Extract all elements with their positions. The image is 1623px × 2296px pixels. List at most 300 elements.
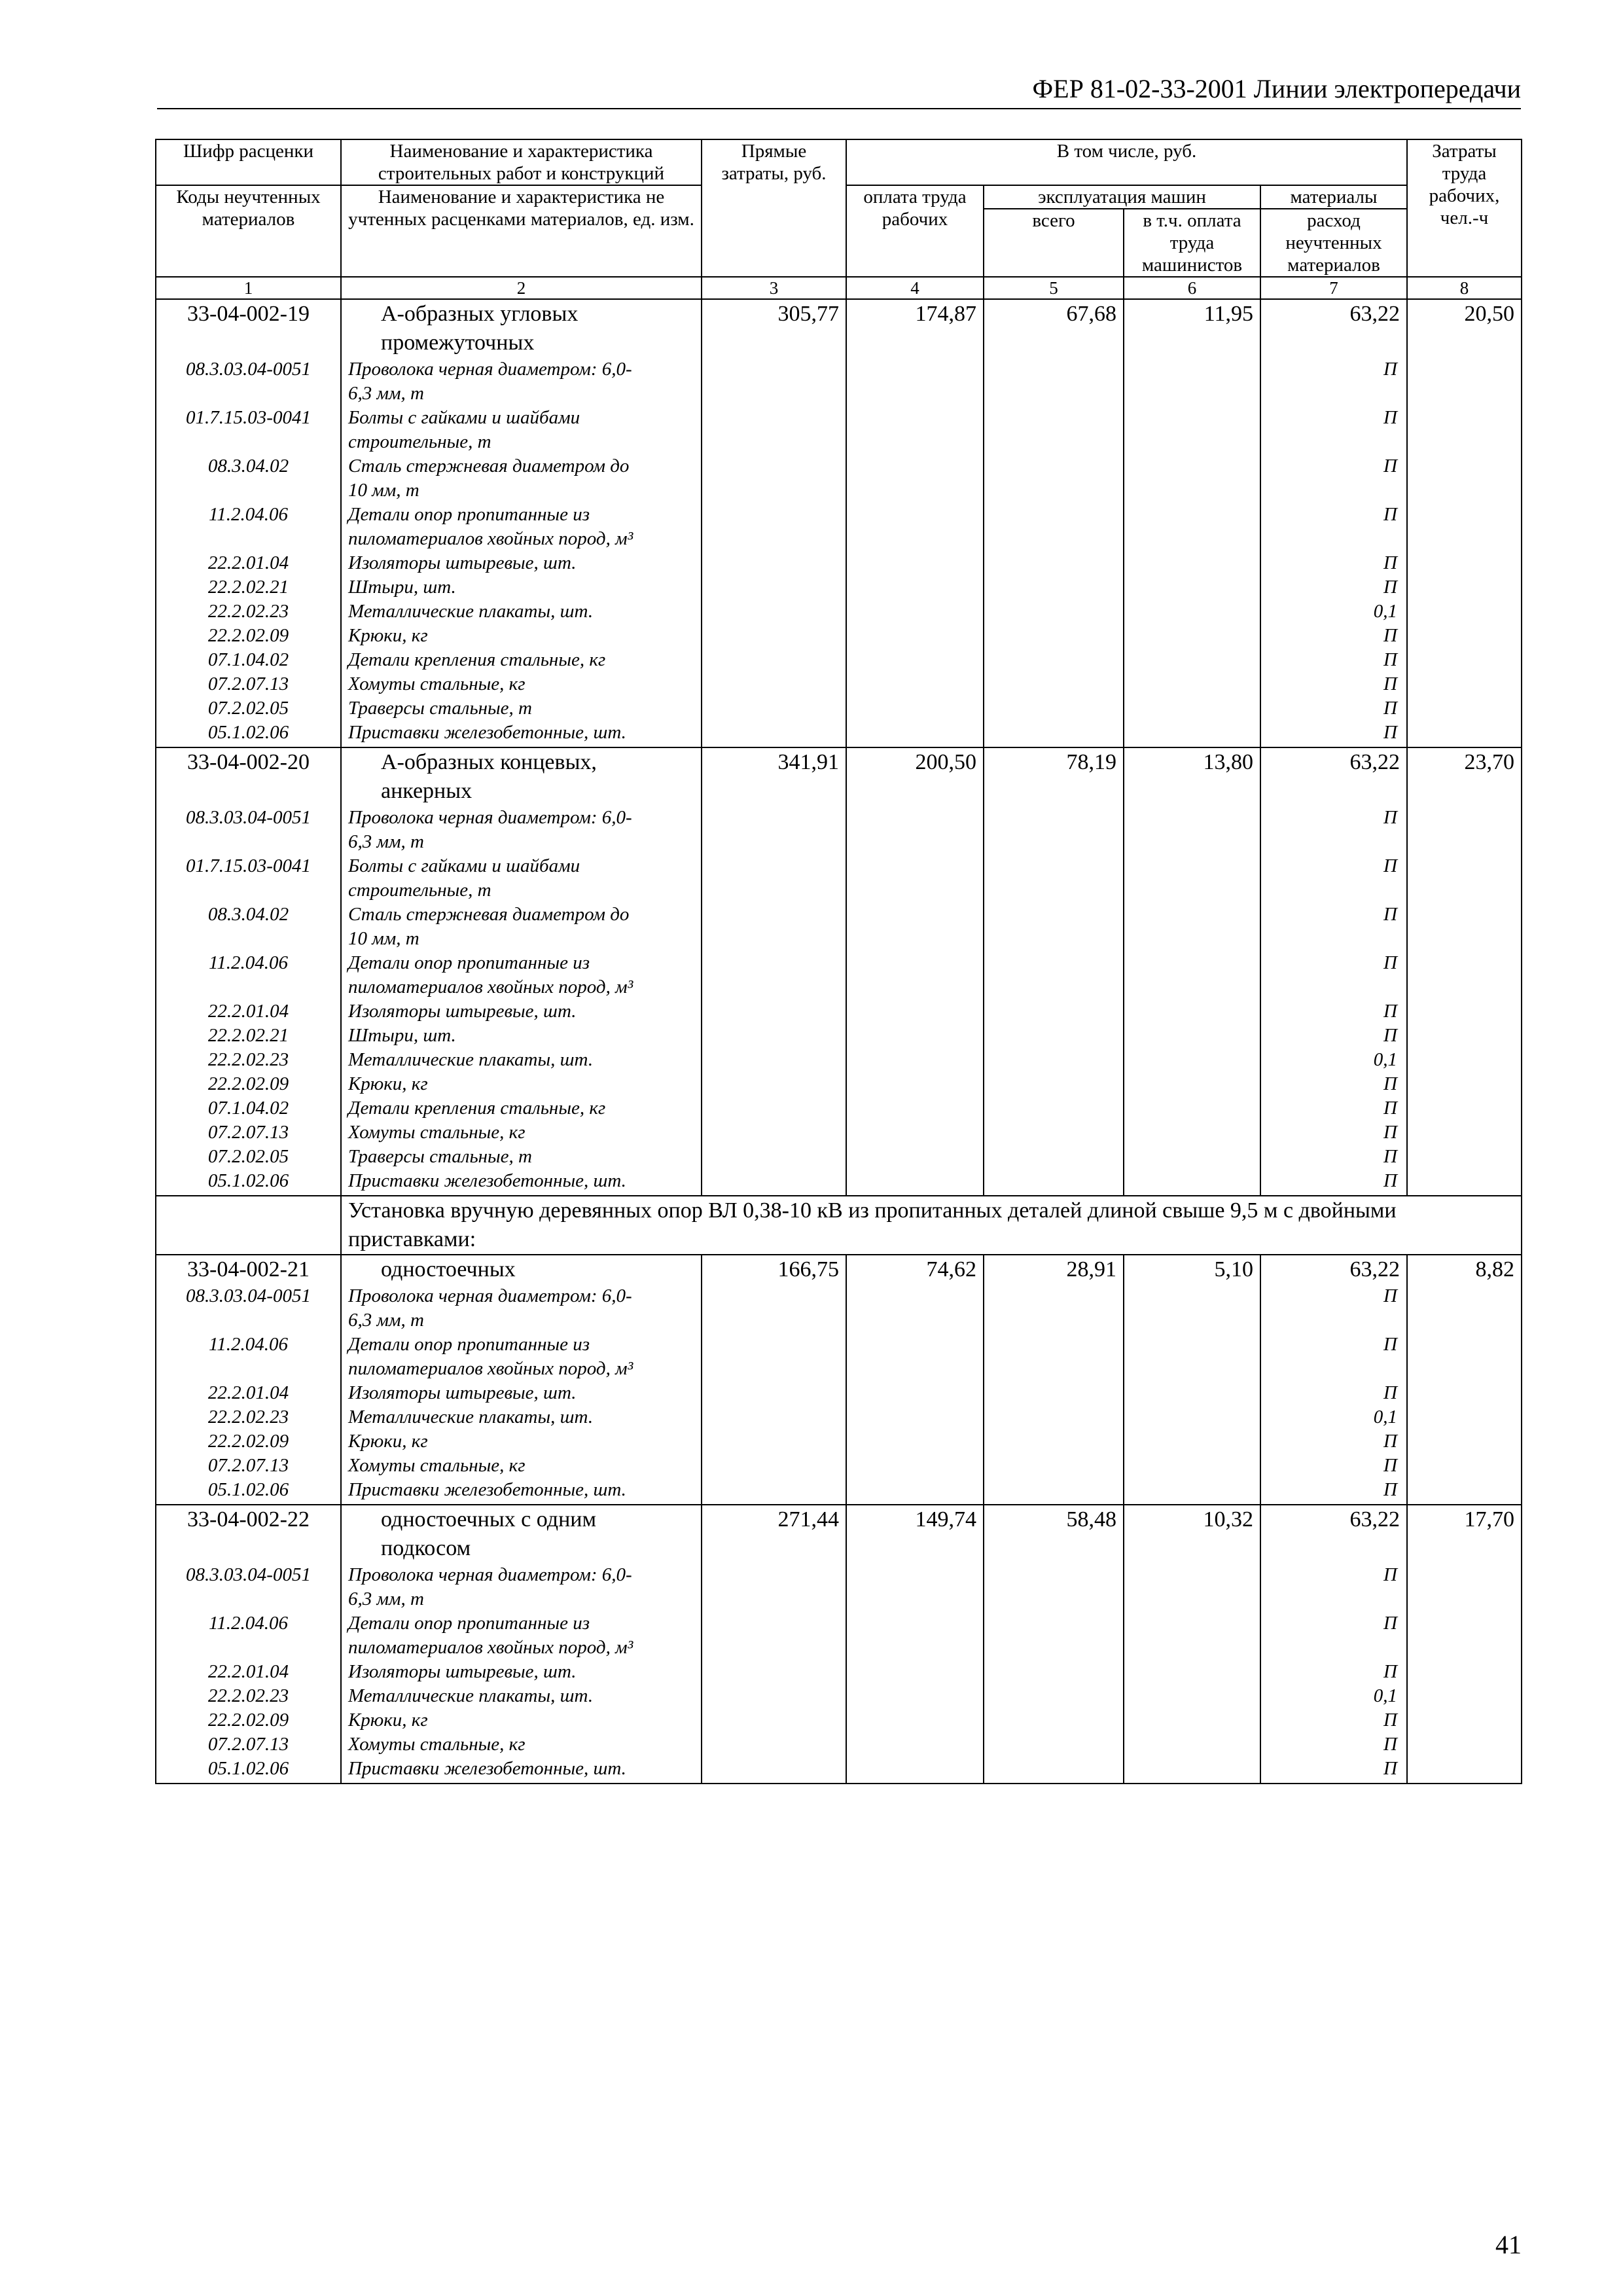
empty-cell: [846, 1284, 984, 1333]
empty-cell: [1407, 721, 1522, 747]
material-code: 07.1.04.02: [156, 648, 341, 672]
empty-cell: [1124, 503, 1260, 551]
material-code: 08.3.04.02: [156, 903, 341, 951]
material-name: [341, 1684, 702, 1708]
empty-cell: [846, 1611, 984, 1660]
empty-cell: [1407, 854, 1522, 903]
material-quantity: П: [1260, 903, 1407, 951]
material-quantity: П: [1260, 1454, 1407, 1478]
material-name-line: 6,3 мм, т: [348, 1310, 424, 1331]
material-name: [341, 1405, 702, 1429]
material-row: [156, 1660, 1522, 1684]
empty-cell: [1124, 1024, 1260, 1048]
rates-block: [156, 1255, 1522, 1784]
empty-cell: [1124, 1284, 1260, 1333]
empty-cell: [702, 1708, 846, 1732]
empty-cell: [702, 503, 846, 551]
material-row: [156, 806, 1522, 854]
material-quantity: П: [1260, 648, 1407, 672]
material-name-line: Изоляторы штыревые, шт.: [348, 1001, 577, 1022]
header-machines-labor: в т.ч. оплата труда машинистов: [1124, 209, 1260, 277]
machinists-pay-value: 5,10: [1124, 1255, 1260, 1284]
material-code: 11.2.04.06: [156, 503, 341, 551]
empty-cell: [702, 721, 846, 747]
empty-cell: [1407, 551, 1522, 575]
empty-cell: [702, 999, 846, 1024]
material-name-line: 10 мм, т: [348, 480, 419, 501]
empty-cell: [984, 575, 1124, 600]
empty-cell: [846, 1454, 984, 1478]
material-row: [156, 721, 1522, 747]
empty-cell: [846, 1405, 984, 1429]
empty-cell: [1407, 1381, 1522, 1405]
empty-cell: [984, 903, 1124, 951]
material-name-line: Детали опор пропитанные из: [348, 952, 590, 973]
material-name: [341, 1145, 702, 1169]
material-name-line: Штыри, шт.: [348, 1025, 456, 1046]
empty-cell: [846, 1478, 984, 1505]
machines-value: 67,68: [984, 299, 1124, 357]
empty-cell: [984, 1478, 1124, 1505]
empty-cell: [1407, 1660, 1522, 1684]
header-direct-costs: Прямые затраты, руб.: [702, 139, 846, 277]
direct-costs-value: 271,44: [702, 1505, 846, 1563]
material-name-line: пиломатериалов хвойных пород, м³: [348, 977, 633, 997]
empty-cell: [1124, 1405, 1260, 1429]
material-quantity: П: [1260, 1429, 1407, 1454]
material-quantity: П: [1260, 1611, 1407, 1660]
material-row: [156, 999, 1522, 1024]
empty-cell: [984, 648, 1124, 672]
empty-cell: [1407, 1429, 1522, 1454]
empty-cell: [1124, 1145, 1260, 1169]
material-name-line: пиломатериалов хвойных пород, м³: [348, 1637, 633, 1658]
material-quantity: П: [1260, 1169, 1407, 1196]
empty-cell: [846, 1381, 984, 1405]
material-code: 22.2.02.23: [156, 1405, 341, 1429]
empty-cell: [702, 1284, 846, 1333]
empty-cell: [1407, 1757, 1522, 1784]
empty-cell: [1407, 1169, 1522, 1196]
empty-cell: [1407, 1684, 1522, 1708]
empty-cell: [702, 1684, 846, 1708]
empty-cell: [984, 1145, 1124, 1169]
machines-value: 58,48: [984, 1505, 1124, 1563]
header-unaccounted-codes: Коды неучтенных материалов: [156, 185, 341, 277]
rate-row: [156, 1255, 1522, 1284]
empty-cell: [1124, 1757, 1260, 1784]
empty-cell: [984, 1024, 1124, 1048]
empty-cell: [1407, 503, 1522, 551]
empty-cell: [1407, 696, 1522, 721]
material-name-line: Проволока черная диаметром: 6,0-: [348, 1285, 632, 1306]
material-quantity: П: [1260, 951, 1407, 999]
column-number: 5: [984, 277, 1124, 299]
material-quantity: П: [1260, 1563, 1407, 1611]
empty-cell: [1407, 624, 1522, 648]
material-quantity: П: [1260, 1660, 1407, 1684]
empty-cell: [984, 999, 1124, 1024]
page-number: 41: [1495, 2230, 1522, 2259]
empty-cell: [984, 1757, 1124, 1784]
material-name-line: Штыри, шт.: [348, 577, 456, 598]
empty-cell: [702, 357, 846, 406]
material-row: [156, 1096, 1522, 1121]
empty-cell: [846, 806, 984, 854]
empty-cell: [1124, 951, 1260, 999]
material-code: 22.2.01.04: [156, 999, 341, 1024]
material-row: [156, 1732, 1522, 1757]
empty-cell: [984, 503, 1124, 551]
material-quantity: П: [1260, 575, 1407, 600]
material-name-line: Траверсы стальные, т: [348, 698, 532, 719]
material-row: [156, 1478, 1522, 1505]
rate-name: [341, 299, 702, 357]
empty-cell: [1124, 1660, 1260, 1684]
header-labor-pay: оплата труда рабочих: [846, 185, 984, 277]
empty-cell: [1407, 1478, 1522, 1505]
material-name: [341, 454, 702, 503]
material-row: [156, 1145, 1522, 1169]
material-name-line: Крюки, кг: [348, 1431, 428, 1452]
empty-cell: [984, 1072, 1124, 1096]
empty-cell: [984, 1429, 1124, 1454]
header-labor-costs: Затраты труда рабочих, чел.-ч: [1407, 139, 1522, 277]
empty-cell: [702, 624, 846, 648]
empty-cell: [1124, 1121, 1260, 1145]
document-title: ФЕР 81-02-33-2001 Линии электропередачи: [1032, 74, 1521, 103]
material-quantity: П: [1260, 1284, 1407, 1333]
empty-cell: [702, 1757, 846, 1784]
empty-cell: [1124, 1096, 1260, 1121]
empty-cell: [1124, 854, 1260, 903]
column-number: 7: [1260, 277, 1407, 299]
material-name-line: Хомуты стальные, кг: [348, 673, 526, 694]
material-name-line: Проволока черная диаметром: 6,0-: [348, 359, 632, 380]
empty-cell: [846, 721, 984, 747]
empty-cell: [702, 600, 846, 624]
empty-cell: [984, 1284, 1124, 1333]
material-row: [156, 1121, 1522, 1145]
material-quantity: П: [1260, 1478, 1407, 1505]
material-code: 22.2.02.21: [156, 1024, 341, 1048]
empty-cell: [702, 454, 846, 503]
section-title: Установка вручную деревянных опор ВЛ 0,38-10 кВ из пропитанных деталей длиной свыше 9,5 м с двойными приставками:: [341, 1196, 1522, 1255]
header-including: В том числе, руб.: [846, 139, 1407, 185]
empty-cell: [702, 1660, 846, 1684]
material-code: 22.2.01.04: [156, 551, 341, 575]
empty-cell: [702, 575, 846, 600]
empty-cell: [846, 1121, 984, 1145]
empty-cell: [846, 1048, 984, 1072]
material-name-line: Детали крепления стальные, кг: [348, 1098, 606, 1119]
material-row: [156, 1757, 1522, 1784]
material-code: 22.2.02.23: [156, 600, 341, 624]
material-name-line: Металлические плакаты, шт.: [348, 1685, 594, 1706]
material-quantity: 0,1: [1260, 600, 1407, 624]
empty-cell: [702, 1169, 846, 1196]
empty-cell: [702, 406, 846, 454]
material-code: 07.2.07.13: [156, 1454, 341, 1478]
material-name: [341, 1072, 702, 1096]
empty-cell: [1124, 696, 1260, 721]
material-name-line: Крюки, кг: [348, 1073, 428, 1094]
empty-cell: [984, 406, 1124, 454]
material-quantity: П: [1260, 624, 1407, 648]
rate-row: [156, 299, 1522, 357]
material-quantity: П: [1260, 551, 1407, 575]
empty-cell: [1407, 600, 1522, 624]
material-name: [341, 999, 702, 1024]
empty-cell: [984, 1048, 1124, 1072]
material-quantity: П: [1260, 1708, 1407, 1732]
empty-cell: [846, 503, 984, 551]
empty-cell: [984, 951, 1124, 999]
material-name: [341, 624, 702, 648]
empty-cell: [1407, 1145, 1522, 1169]
material-row: [156, 1454, 1522, 1478]
material-name-line: Детали опор пропитанные из: [348, 1334, 590, 1355]
empty-cell: [702, 1611, 846, 1660]
materials-value: 63,22: [1260, 1505, 1407, 1563]
header-materials: материалы: [1260, 185, 1407, 209]
empty-cell: [984, 600, 1124, 624]
empty-cell: [702, 1381, 846, 1405]
empty-cell: [1407, 454, 1522, 503]
material-name-line: Металлические плакаты, шт.: [348, 601, 594, 622]
material-code: 05.1.02.06: [156, 1169, 341, 1196]
material-name-line: Приставки железобетонные, шт.: [348, 1479, 626, 1500]
empty-cell: [846, 999, 984, 1024]
material-name-line: Детали крепления стальные, кг: [348, 649, 606, 670]
material-name-line: Приставки железобетонные, шт.: [348, 1758, 626, 1779]
labor-pay-value: 200,50: [846, 747, 984, 806]
material-row: [156, 1611, 1522, 1660]
material-code: 08.3.03.04-0051: [156, 806, 341, 854]
rate-code: 33-04-002-22: [156, 1505, 341, 1563]
material-name-line: строительные, т: [348, 431, 491, 452]
empty-cell: [1124, 903, 1260, 951]
column-number: 8: [1407, 277, 1522, 299]
rate-code: 33-04-002-19: [156, 299, 341, 357]
material-row: [156, 1708, 1522, 1732]
empty-cell: [1407, 951, 1522, 999]
empty-cell: [1124, 806, 1260, 854]
material-name: [341, 721, 702, 747]
empty-cell: [846, 648, 984, 672]
empty-cell: [984, 1611, 1124, 1660]
material-name: [341, 854, 702, 903]
material-name: [341, 1454, 702, 1478]
empty-cell: [984, 672, 1124, 696]
machinists-pay-value: 10,32: [1124, 1505, 1260, 1563]
material-row: [156, 696, 1522, 721]
empty-cell: [1407, 575, 1522, 600]
empty-cell: [846, 1024, 984, 1048]
material-name-line: Болты с гайками и шайбами: [348, 855, 580, 876]
material-quantity: 0,1: [1260, 1048, 1407, 1072]
header-materials-consumption: расход неучтенных материалов: [1260, 209, 1407, 277]
material-name-line: Металлические плакаты, шт.: [348, 1049, 594, 1070]
material-name: [341, 600, 702, 624]
empty-cell: [984, 1454, 1124, 1478]
header-rate-code: Шифр расценки: [156, 139, 341, 185]
material-code: 22.2.02.09: [156, 1708, 341, 1732]
empty-cell: [702, 1121, 846, 1145]
rate-code: 33-04-002-20: [156, 747, 341, 806]
materials-value: 63,22: [1260, 1255, 1407, 1284]
material-name-line: пиломатериалов хвойных пород, м³: [348, 528, 633, 549]
material-row: [156, 1072, 1522, 1096]
material-code: 01.7.15.03-0041: [156, 854, 341, 903]
material-row: [156, 1429, 1522, 1454]
material-row: [156, 854, 1522, 903]
machinists-pay-value: 11,95: [1124, 299, 1260, 357]
empty-cell: [1124, 1732, 1260, 1757]
material-name: [341, 406, 702, 454]
material-name: [341, 903, 702, 951]
empty-cell: [1407, 903, 1522, 951]
empty-cell: [1124, 721, 1260, 747]
empty-cell: [702, 551, 846, 575]
material-code: 08.3.04.02: [156, 454, 341, 503]
material-name: [341, 551, 702, 575]
empty-cell: [702, 1429, 846, 1454]
empty-cell: [702, 648, 846, 672]
empty-cell: [984, 1169, 1124, 1196]
empty-cell: [1124, 1478, 1260, 1505]
labor-pay-value: 74,62: [846, 1255, 984, 1284]
material-quantity: 0,1: [1260, 1405, 1407, 1429]
material-name: [341, 1660, 702, 1684]
material-code: 22.2.02.23: [156, 1048, 341, 1072]
material-name-line: Хомуты стальные, кг: [348, 1122, 526, 1143]
material-name-line: Крюки, кг: [348, 1710, 428, 1731]
material-quantity: П: [1260, 1072, 1407, 1096]
direct-costs-value: 341,91: [702, 747, 846, 806]
empty-cell: [984, 1563, 1124, 1611]
empty-cell: [846, 672, 984, 696]
material-name: [341, 1732, 702, 1757]
header-unaccounted-names: Наименование и характеристика не учтенных расценками материалов, ед. изм.: [341, 185, 702, 277]
empty-cell: [1124, 1454, 1260, 1478]
empty-cell: [984, 1684, 1124, 1708]
material-name-line: Детали опор пропитанные из: [348, 1613, 590, 1634]
empty-cell: [1124, 1708, 1260, 1732]
empty-cell: [846, 1563, 984, 1611]
empty-cell: [1407, 1096, 1522, 1121]
empty-cell: [702, 1454, 846, 1478]
empty-cell: [702, 1333, 846, 1381]
empty-cell: [846, 1145, 984, 1169]
empty-cell: [846, 1429, 984, 1454]
column-number: 2: [341, 277, 702, 299]
material-name-line: Крюки, кг: [348, 625, 428, 646]
material-quantity: П: [1260, 806, 1407, 854]
material-name-line: 6,3 мм, т: [348, 383, 424, 404]
material-name: [341, 806, 702, 854]
rate-name-line: подкосом: [381, 1536, 471, 1560]
material-name: [341, 1563, 702, 1611]
empty-cell: [1407, 1454, 1522, 1478]
material-name-line: Траверсы стальные, т: [348, 1146, 532, 1167]
empty-cell: [702, 1405, 846, 1429]
material-name: [341, 1096, 702, 1121]
material-row: [156, 357, 1522, 406]
rate-code: 33-04-002-21: [156, 1255, 341, 1284]
material-name-line: строительные, т: [348, 880, 491, 901]
material-quantity: П: [1260, 1333, 1407, 1381]
empty-cell: [846, 454, 984, 503]
material-name: [341, 951, 702, 999]
empty-cell: [702, 1478, 846, 1505]
empty-cell: [702, 1732, 846, 1757]
empty-cell: [1407, 1563, 1522, 1611]
material-quantity: 0,1: [1260, 1684, 1407, 1708]
material-quantity: П: [1260, 999, 1407, 1024]
material-quantity: П: [1260, 1096, 1407, 1121]
empty-cell: [846, 357, 984, 406]
material-row: [156, 1563, 1522, 1611]
empty-cell: [702, 1096, 846, 1121]
material-name-line: Хомуты стальные, кг: [348, 1455, 526, 1476]
empty-cell: [702, 806, 846, 854]
empty-cell: [702, 1048, 846, 1072]
empty-cell: [702, 854, 846, 903]
empty-cell: [984, 624, 1124, 648]
empty-cell: [1124, 1429, 1260, 1454]
material-name-line: Проволока черная диаметром: 6,0-: [348, 807, 632, 828]
material-name: [341, 1757, 702, 1784]
material-name-line: Металлические плакаты, шт.: [348, 1407, 594, 1427]
empty-cell: [1124, 1381, 1260, 1405]
material-code: 07.1.04.02: [156, 1096, 341, 1121]
material-name: [341, 1611, 702, 1660]
empty-cell: [846, 1169, 984, 1196]
column-number: 4: [846, 277, 984, 299]
empty-cell: [1124, 575, 1260, 600]
material-code: 22.2.01.04: [156, 1660, 341, 1684]
material-name: [341, 1024, 702, 1048]
empty-cell: [846, 1684, 984, 1708]
material-name-line: Приставки железобетонные, шт.: [348, 722, 626, 743]
empty-cell: [984, 806, 1124, 854]
empty-cell: [702, 696, 846, 721]
empty-cell: [984, 551, 1124, 575]
empty-cell: [846, 1072, 984, 1096]
material-name: [341, 1333, 702, 1381]
material-name-line: Сталь стержневая диаметром до: [348, 904, 630, 925]
material-name-line: Приставки железобетонные, шт.: [348, 1170, 626, 1191]
material-code: 07.2.07.13: [156, 1732, 341, 1757]
material-quantity: П: [1260, 721, 1407, 747]
material-quantity: П: [1260, 1024, 1407, 1048]
material-row: [156, 903, 1522, 951]
rate-name-line: одностоечных: [381, 1257, 516, 1282]
empty-cell: [1124, 672, 1260, 696]
labor-hours-value: 8,82: [1407, 1255, 1522, 1284]
empty-cell: [984, 1708, 1124, 1732]
empty-cell: [1124, 454, 1260, 503]
header-machines: эксплуатация машин: [984, 185, 1260, 209]
material-name-line: 6,3 мм, т: [348, 1588, 424, 1609]
direct-costs-value: 166,75: [702, 1255, 846, 1284]
material-name: [341, 1478, 702, 1505]
material-quantity: П: [1260, 357, 1407, 406]
material-row: [156, 1405, 1522, 1429]
empty-cell: [1407, 1024, 1522, 1048]
material-name: [341, 1708, 702, 1732]
